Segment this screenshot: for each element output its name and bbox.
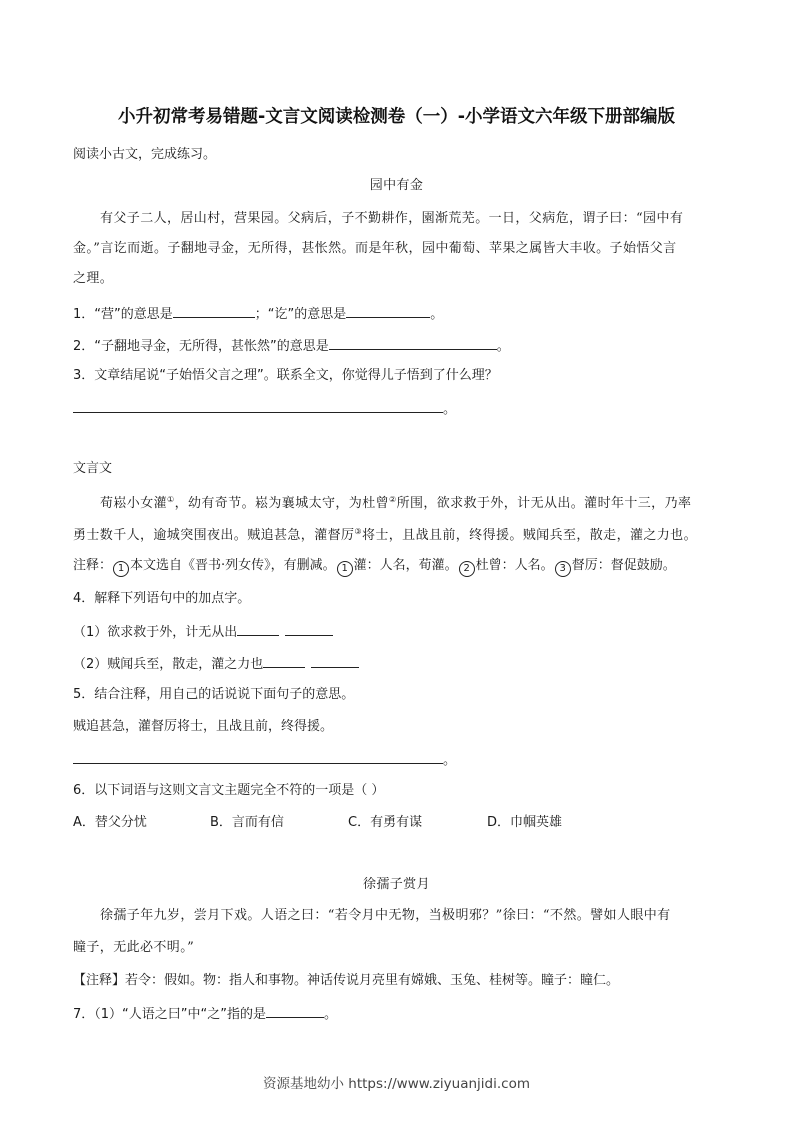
passage2-notes [73,558,676,577]
answer-blank[interactable] [173,305,255,318]
question-5-sentence: 贼追甚急，灌督厉将士，且战且前，终得援。 [73,719,334,734]
answer-blank[interactable] [311,655,359,668]
note-marker: ③ [354,527,362,536]
passage3-title: 徐孺子赏月 [362,877,430,892]
circled-number: 2 [459,561,475,577]
question-text: （1）欲求救于外，计无从出 [73,625,238,640]
answer-line-3 [73,400,456,418]
question-6: 6．以下词语与这则文言文主题完全不符的一项是（ ） [73,783,385,798]
circled-number: 1 [113,561,129,577]
option-d[interactable]: D．巾帼英雄 [487,815,563,830]
question-text: 。 [430,307,444,322]
question-2 [73,337,510,355]
passage-text: ，幼有奇节。崧为襄城太守，为杜曾 [174,496,389,511]
note-text: 本文选自《晋书·列女传》，有删减。 [130,558,336,573]
passage3-line: 瞳子，无此必不明。” [73,940,195,955]
note-label: 注释： [73,558,113,573]
answer-blank[interactable] [73,751,443,764]
passage1-title: 园中有金 [369,178,424,193]
passage1-line: 之理。 [73,271,114,286]
answer-blank[interactable] [329,337,497,350]
question-3: 3．文章结尾说“子始悟父言之理”。联系全文，你觉得儿子悟到了什么理？ [73,368,498,383]
passage3-line: 徐孺子年九岁，尝月下戏。人语之曰：“若令月中无物，当极明邪？”徐曰：“不然。譬如人眼中有 [100,908,671,923]
passage2-label: 文言文 [73,461,113,476]
passage1-line: 金。”言讫而逝。子翻地寻金，无所得，甚怅然。而是年秋，园中葡萄、苹果之属皆大丰收。子始悟父言 [73,241,677,256]
instruction: 阅读小古文，完成练习。 [73,147,217,162]
passage-text: 勇士数千人，逾城突围夜出。贼追甚急，灌督厉 [73,528,355,543]
question-text: （2）贼闻兵至，散走，灌之力也 [73,657,264,672]
answer-blank[interactable] [237,623,279,636]
option-a[interactable]: A．替父分忧 [73,815,147,830]
passage-text: 将士，且战且前，终得援。贼闻兵至，散走，灌之力也。 [361,528,697,543]
note-text: 灌：人名，荀灌。 [353,558,458,573]
question-4-2 [73,655,359,673]
note-marker: ① [167,495,175,504]
answer-blank[interactable] [285,623,333,636]
footer-watermark[interactable]: 资源基地幼小 https://www.ziyuanjidi.com [262,1076,530,1092]
passage3-note: 【注释】若令：假如。物：指人和事物。神话传说月亮里有嫦娥、玉兔、桂树等。瞳子：瞳仁。 [73,973,620,988]
circled-number: 1 [337,561,353,577]
question-text: 。 [323,1007,337,1022]
answer-blank[interactable] [266,1005,324,1018]
page-title: 小升初常考易错题-文言文阅读检测卷（一）-小学语文六年级下册部编版 [117,107,676,127]
answer-blank[interactable] [346,305,430,318]
question-text: 。 [443,753,457,768]
note-text: 督厉：督促鼓励。 [571,558,676,573]
question-text: 。 [496,339,510,354]
passage-text: 荀崧小女灌 [100,496,168,511]
option-c[interactable]: C．有勇有谋 [348,815,423,830]
question-text: 7．（1）“人语之曰”中“之”指的是 [73,1007,266,1022]
question-text: 2．“子翻地寻金，无所得，甚怅然”的意思是 [73,339,329,354]
circled-number: 3 [555,561,571,577]
answer-blank[interactable] [263,655,305,668]
question-text: 1．“营”的意思是 [73,307,173,322]
passage2-line [100,492,691,512]
answer-line-5 [73,751,456,769]
question-text: 。 [443,402,457,417]
question-4-1 [73,623,333,641]
passage-text: 所围，欲求救于外，计无从出。灌时年十三，乃率 [396,496,692,511]
question-5: 5．结合注释，用自己的话说说下面句子的意思。 [73,687,355,702]
passage1-line: 有父子二人，居山村，营果园。父病后，子不勤耕作，園渐荒芜。一日，父病危，谓子曰：“园中有 [100,211,684,226]
answer-blank[interactable] [73,400,443,413]
question-4: 4．解释下列语句中的加点字。 [73,591,251,606]
note-text: 杜曾：人名。 [475,558,554,573]
question-7 [73,1005,337,1023]
option-b[interactable]: B．言而有信 [210,815,284,830]
question-text: ；“讫”的意思是 [254,307,347,322]
note-marker: ② [389,495,397,504]
passage2-line [73,524,697,544]
question-1 [73,305,443,323]
